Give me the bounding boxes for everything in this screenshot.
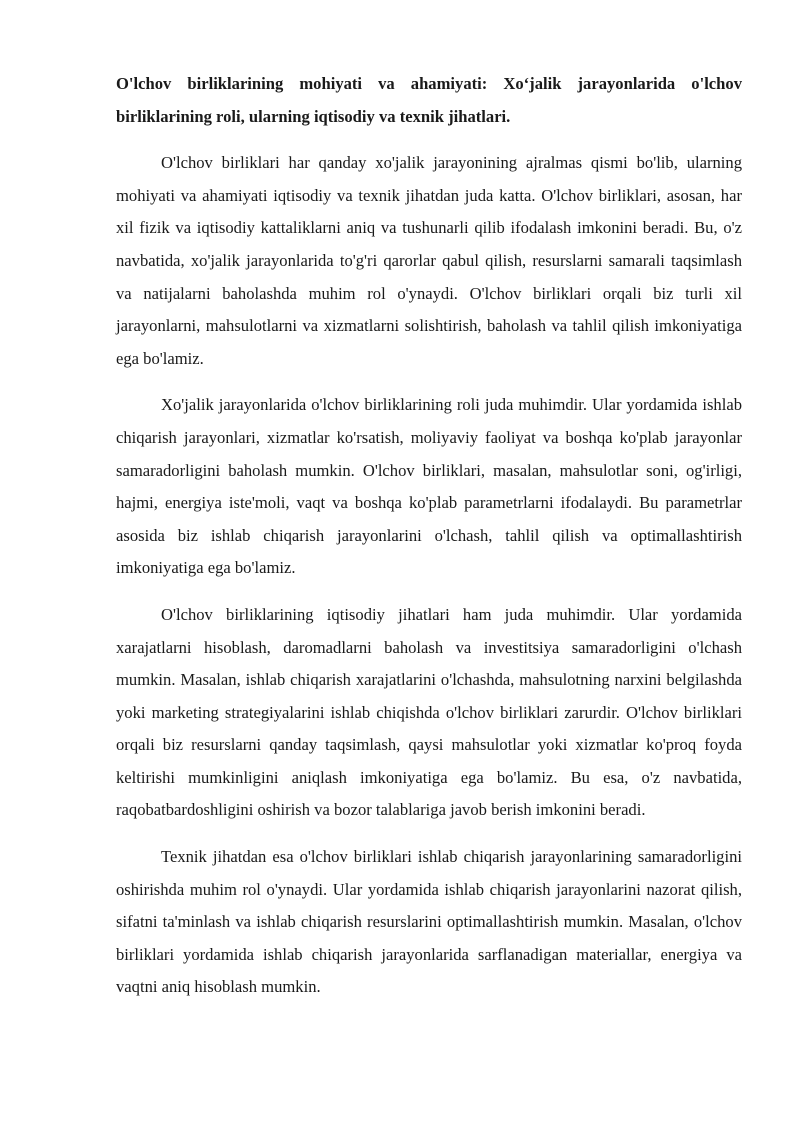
document-page [116,68,742,1018]
document-heading: O'lchov birliklarining mohiyati va ahamiyati: Xo‘jalik jarayonlarida o'lchov birliklarining roli, ularning iqtisodiy va texnik jihatlari. [116,74,742,126]
paragraph-4: Texnik jihatdan esa o'lchov birliklari ishlab chiqarish jarayonlarining samaradorligini oshirishda muhim rol o'ynaydi. Ular yordamida ishlab chiqarish jarayonlarini nazorat qilish, sifatni ta'minlash va ishlab chiqarish resurslarini optimallashtirish mumkin. Masalan, o'lchov birliklari yordamida ishlab chiqarish jarayonlarida sarflanadigan materiallar, energiya va vaqtni aniq hisoblash mumkin. [116,847,742,997]
paragraph-1: O'lchov birliklari har qanday xo'jalik jarayonining ajralmas qismi bo'lib, ularning mohiyati va ahamiyati iqtisodiy va texnik jihatdan juda katta. O'lchov birliklari, asosan, har xil fizik va iqtisodiy kattaliklarni aniq va tushunarli qilib ifodalash imkonini beradi. Bu, o'z navbatida, xo'jalik jarayonlarida to'g'ri qarorlar qabul qilish, resurslarni samarali taqsimlash va natijalarni baholashda muhim rol o'ynaydi. O'lchov birliklari orqali biz turli xil jarayonlarni, mahsulotlarni va xizmatlarni solishtirish, baholash va tahlil qilish imkoniyatiga ega bo'lamiz. [116,153,742,368]
paragraph-2: Xo'jalik jarayonlarida o'lchov birliklarining roli juda muhimdir. Ular yordamida ishlab chiqarish jarayonlari, xizmatlar ko'rsatish, moliyaviy faoliyat va boshqa ko'plab jarayonlar samaradorligini baholash mumkin. O'lchov birliklari, masalan, mahsulotlar soni, og'irligi, hajmi, energiya iste'moli, vaqt va boshqa ko'plab parametrlarni ifodalaydi. Bu parametrlar asosida biz ishlab chiqarish jarayonlarini o'lchash, tahlil qilish va optimallashtirish imkoniyatiga ega bo'lamiz. [116,395,742,578]
paragraph-3: O'lchov birliklarining iqtisodiy jihatlari ham juda muhimdir. Ular yordamida xarajatlarni hisoblash, daromadlarni baholash va investitsiya samaradorligini o'lchash mumkin. Masalan, ishlab chiqarish xarajatlarini o'lchashda, mahsulotning narxini belgilashda yoki marketing strategiyalarini ishlab chiqishda o'lchov birliklari zarurdir. O'lchov birliklari orqali biz resurslarni qanday taqsimlash, qaysi mahsulotlar yoki xizmatlar ko'proq foyda keltirishi mumkinligini aniqlash imkoniyatiga ega bo'lamiz. Bu esa, o'z navbatida, raqobatbardoshligini oshirish va bozor talablariga javob berish imkonini beradi. [116,604,742,820]
